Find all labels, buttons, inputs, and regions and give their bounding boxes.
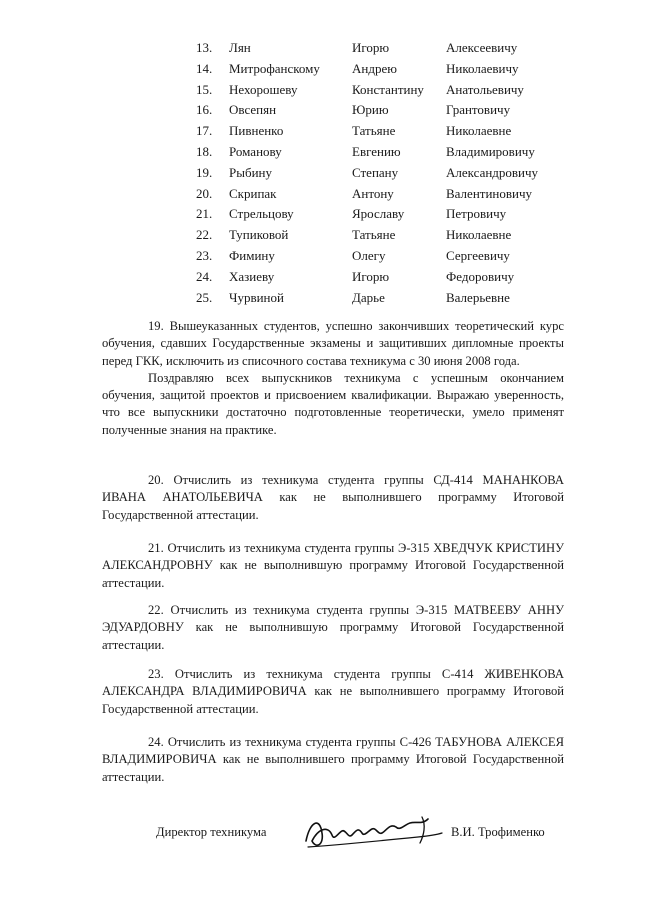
student-first-name: Татьяне bbox=[352, 227, 396, 243]
student-first-name: Игорю bbox=[352, 268, 390, 284]
student-patronymic: Николаевне bbox=[446, 227, 512, 243]
student-first-name: Игорю bbox=[352, 40, 390, 55]
student-patronymic: Алексеевичу bbox=[446, 40, 518, 55]
student-first-name: Татьяне bbox=[352, 123, 396, 139]
student-patronymic: Анатольевичу bbox=[446, 81, 524, 97]
student-first-name: Олегу bbox=[352, 247, 386, 263]
student-first-name: Дарье bbox=[352, 289, 385, 305]
roster-row bbox=[196, 163, 576, 184]
student-patronymic: Валерьевне bbox=[446, 289, 510, 305]
paragraph-22 bbox=[102, 602, 564, 654]
student-surname: Фимину bbox=[229, 247, 275, 263]
roster-row bbox=[196, 267, 576, 288]
paragraph-20 bbox=[102, 472, 564, 524]
student-surname: Хазиеву bbox=[229, 268, 275, 284]
roster-row bbox=[196, 100, 576, 121]
student-surname: Стрельцову bbox=[229, 206, 294, 222]
paragraph-23-text: 23. Отчислить из техникума студента группы С-414 ЖИВЕНКОВА АЛЕКСАНДРА ВЛАДИМИРОВИЧА как не выполнившего программу Итоговой Государственной аттестации. bbox=[102, 667, 564, 716]
paragraph-20-text: 20. Отчислить из техникума студента группы СД-414 МАНАНКОВА ИВАНА АНАТОЛЬЕВИЧА как не выполнившего программу Итоговой Государственной аттестации. bbox=[102, 473, 564, 522]
roster-row bbox=[196, 288, 576, 309]
roster-row bbox=[196, 225, 576, 246]
student-patronymic: Владимировичу bbox=[446, 143, 535, 159]
paragraph-19 bbox=[102, 318, 564, 439]
roster-number: 17. bbox=[196, 123, 213, 139]
signer-name: В.И. Трофименко bbox=[451, 825, 545, 839]
paragraph-24 bbox=[102, 734, 564, 786]
student-patronymic: Валентиновичу bbox=[446, 185, 532, 201]
roster-row bbox=[196, 184, 576, 205]
student-surname: Рыбину bbox=[229, 164, 272, 180]
paragraph-23 bbox=[102, 666, 564, 718]
roster-number: 23. bbox=[196, 247, 213, 263]
roster-row bbox=[196, 121, 576, 142]
student-patronymic: Федоровичу bbox=[446, 268, 515, 284]
signer-title: Директор техникума bbox=[156, 825, 267, 839]
student-surname: Овсепян bbox=[229, 102, 277, 118]
student-patronymic: Николаевичу bbox=[446, 60, 519, 76]
student-surname: Пивненко bbox=[229, 123, 284, 139]
roster-number: 22. bbox=[196, 227, 213, 243]
congratulations-text: Поздравляю всех выпускников техникума с успешным окончанием обучения, защитой проектов и присвоением квалификации. Выражаю уверенность, что все выпускники достаточно подготовленные теоретически, умело применят полученные знания на практике. bbox=[102, 370, 564, 437]
roster-number: 14. bbox=[196, 60, 213, 76]
roster-number: 16. bbox=[196, 102, 213, 118]
paragraph-22-text: 22. Отчислить из техникума студента группы Э-315 МАТВЕЕВУ АННУ ЭДУАРДОВНУ как не выполнившую программу Итоговой Государственной аттестации. bbox=[102, 603, 564, 652]
roster-number: 19. bbox=[196, 164, 213, 180]
student-patronymic: Грантовичу bbox=[446, 102, 511, 118]
paragraph-21 bbox=[102, 540, 564, 592]
student-roster bbox=[196, 38, 576, 308]
roster-row bbox=[196, 59, 576, 80]
student-surname: Лян bbox=[229, 40, 251, 55]
student-first-name: Константину bbox=[352, 81, 424, 97]
student-surname: Романову bbox=[229, 143, 282, 159]
student-first-name: Ярославу bbox=[352, 206, 405, 222]
handwritten-signature bbox=[298, 811, 448, 855]
roster-number: 15. bbox=[196, 81, 213, 97]
roster-row bbox=[196, 142, 576, 163]
roster-number: 21. bbox=[196, 206, 213, 222]
student-surname: Чурвиной bbox=[229, 289, 284, 305]
roster-number: 24. bbox=[196, 268, 213, 284]
roster-number: 18. bbox=[196, 143, 213, 159]
roster-number: 20. bbox=[196, 185, 213, 201]
roster-row bbox=[196, 80, 576, 101]
student-patronymic: Петровичу bbox=[446, 206, 507, 222]
student-first-name: Андрею bbox=[352, 60, 397, 76]
student-first-name: Антону bbox=[352, 185, 394, 201]
student-surname: Митрофанскому bbox=[229, 60, 320, 76]
signature-block bbox=[156, 817, 576, 857]
paragraph-19-text: 19. Вышеуказанных студентов, успешно закончивших теоретический курс обучения, сдавших Государственные экзамены и защитивших дипломные проекты перед ГКК, исключить из списочного состава техникума с 30 июня 2008 года. bbox=[102, 319, 564, 368]
student-first-name: Юрию bbox=[352, 102, 389, 118]
paragraph-24-text: 24. Отчислить из техникума студента группы С-426 ТАБУНОВА АЛЕКСЕЯ ВЛАДИМИРОВИЧА как не выполнившего программу Итоговой Государственной аттестации. bbox=[102, 735, 564, 784]
student-patronymic: Александровичу bbox=[446, 164, 539, 180]
roster-row bbox=[196, 204, 576, 225]
student-first-name: Степану bbox=[352, 164, 399, 180]
paragraph-21-text: 21. Отчислить из техникума студента группы Э-315 ХВЕДЧУК КРИСТИНУ АЛЕКСАНДРОВНУ как не выполнившую программу Итоговой Государственной аттестации. bbox=[102, 541, 564, 590]
roster-row bbox=[196, 38, 576, 59]
student-patronymic: Сергеевичу bbox=[446, 247, 510, 263]
roster-number: 13. bbox=[196, 40, 213, 55]
roster-row bbox=[196, 246, 576, 267]
student-patronymic: Николаевне bbox=[446, 123, 512, 139]
roster-number: 25. bbox=[196, 289, 213, 305]
student-surname: Тупиковой bbox=[229, 227, 289, 243]
student-first-name: Евгению bbox=[352, 143, 401, 159]
student-surname: Нехорошеву bbox=[229, 81, 298, 97]
student-surname: Скрипак bbox=[229, 185, 277, 201]
